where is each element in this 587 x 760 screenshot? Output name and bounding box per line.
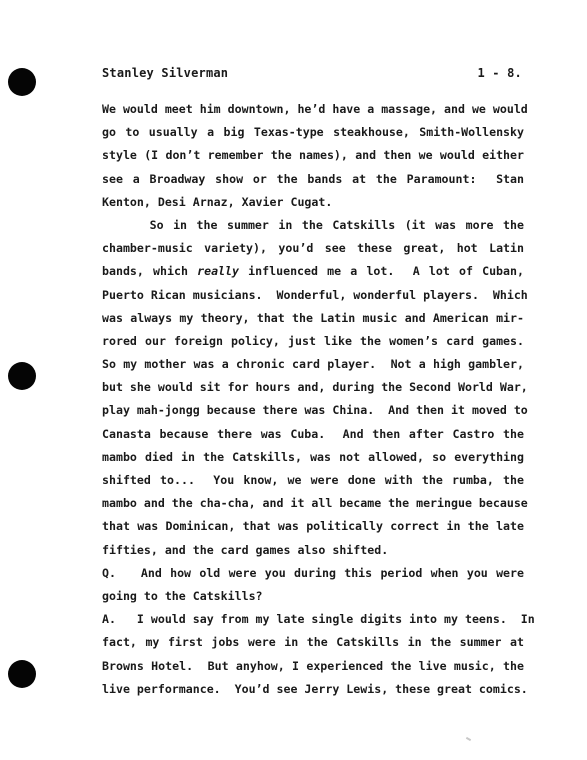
transcript-line: go to usually a big Texas-type steakhouse, Smith-Wollensky xyxy=(102,125,524,140)
transcript-line xyxy=(102,260,524,283)
question-line: Q. And how old were you during this period when you were xyxy=(102,565,524,580)
transcript-line: mambo and the cha-cha, and it all became the meringue because xyxy=(102,496,528,511)
transcript-line: see a Broadway show or the bands at the Paramount: Stan xyxy=(102,171,524,186)
transcript-line: Puerto Rican musicians. Wonderful, wonderful players. Which xyxy=(102,287,528,302)
answer-line: fact, my first jobs were in the Catskills in the summer at xyxy=(102,635,524,650)
transcript-line: chamber-music variety), you’d see these great, hot Latin xyxy=(102,241,524,256)
page-number: 1 - 8. xyxy=(477,66,522,80)
transcript-line: rored our foreign policy, just like the women’s card games. xyxy=(102,333,524,348)
binder-hole-middle xyxy=(8,362,36,390)
answer-line: live performance. You’d see Jerry Lewis, these great comics. xyxy=(102,681,528,696)
interviewee-name: Stanley Silverman xyxy=(102,66,229,80)
transcript-line: that was Dominican, that was politically correct in the late xyxy=(102,519,524,534)
binder-hole-bottom xyxy=(8,660,36,688)
transcript-line: We would meet him downtown, he’d have a massage, and we would xyxy=(102,102,528,116)
answer-line: Browns Hotel. But anyhow, I experienced the live music, the xyxy=(102,658,524,673)
line-segment: bands, which xyxy=(102,264,198,279)
question-line: going to the Catskills? xyxy=(102,588,263,603)
answer-line: A. I would say from my late single digits into my teens. In xyxy=(102,612,535,627)
transcript-line: Kenton, Desi Arnaz, Xavier Cugat. xyxy=(102,194,333,209)
transcript-line: shifted to... You know, we were done with the rumba, the xyxy=(102,473,524,487)
line-segment: influenced me a lot. A lot of Cuban, xyxy=(239,264,524,279)
transcript-line: mambo died in the Catskills, was not allowed, so everything xyxy=(102,449,524,464)
transcript-line: play mah-jongg because there was China. And then it moved to xyxy=(102,403,528,418)
transcript-line: but she would sit for hours and, during the Second World War, xyxy=(102,380,528,395)
binder-hole-top xyxy=(8,68,36,96)
transcript-line: So in the summer in the Catskills (it was more the xyxy=(102,217,524,232)
transcript-line: style (I don’t remember the names), and then we would either xyxy=(102,148,524,163)
transcript-body xyxy=(102,98,535,701)
transcript-line: So my mother was a chronic card player. Not a high gambler, xyxy=(102,357,524,372)
emphasis-text: really xyxy=(197,264,240,279)
transcript-line: Canasta because there was Cuba. And then after Castro the xyxy=(102,426,524,441)
scan-speck xyxy=(466,737,471,741)
transcript-line: was always my theory, that the Latin music and American mir- xyxy=(102,310,524,325)
transcript-line: fifties, and the card games also shifted. xyxy=(102,542,389,557)
